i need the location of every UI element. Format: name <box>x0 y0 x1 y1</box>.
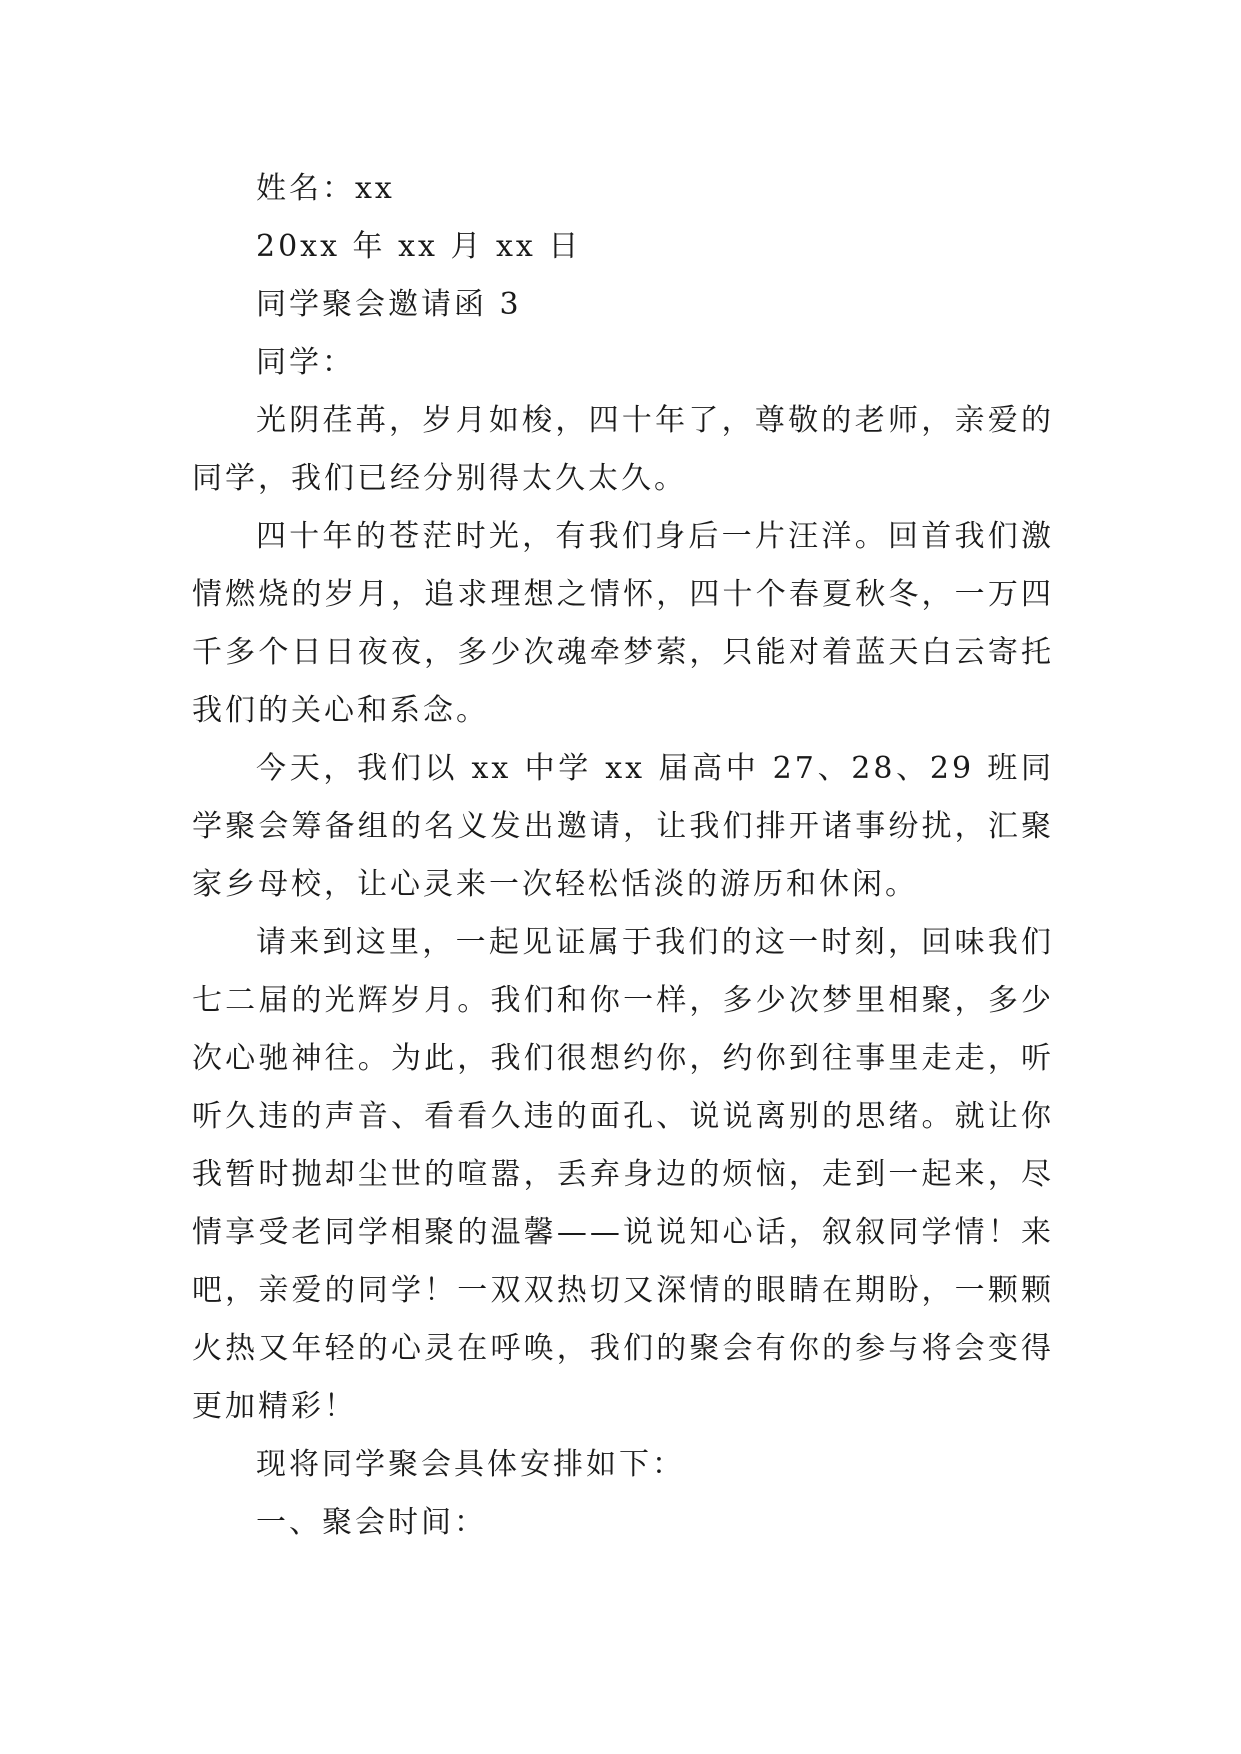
paragraph-invitation: 今天，我们以 xx 中学 xx 届高中 27、28、29 班同学聚会筹备组的名义发出邀请，让我们排开诸事纷扰，汇聚家乡母校，让心灵来一次轻松恬淡的游历和休闲。 <box>192 751 1054 902</box>
name-line: 姓名：xx <box>256 171 395 206</box>
paragraph-time-passing: 光阴荏苒，岁月如梭，四十年了，尊敬的老师，亲爱的同学，我们已经分别得太久太久。 <box>192 403 1054 496</box>
item-one-time: 一、聚会时间： <box>256 1505 487 1540</box>
section-title: 同学聚会邀请函 3 <box>256 287 522 322</box>
arrangement-intro: 现将同学聚会具体安排如下： <box>256 1447 685 1482</box>
salutation: 同学： <box>256 345 355 380</box>
document-body <box>192 160 1054 1552</box>
paragraph-come-here: 请来到这里，一起见证属于我们的这一时刻，回味我们七二届的光辉岁月。我们和你一样，多少次梦里相聚，多少次心驰神往。为此，我们很想约你，约你到往事里走走，听听久违的声音、看看久违的面孔、说说离别的思绪。就让你我暂时抛却尘世的喧嚣，丢弃身边的烦恼，走到一起来，尽情享受老同学相聚的温馨——说说知心话，叙叙同学情！来吧，亲爱的同学！一双双热切又深情的眼睛在期盼，一颗颗火热又年轻的心灵在呼唤，我们的聚会有你的参与将会变得更加精彩！ <box>192 925 1054 1424</box>
paragraph-forty-years: 四十年的苍茫时光，有我们身后一片汪洋。回首我们激情燃烧的岁月，追求理想之情怀，四十个春夏秋冬，一万四千多个日日夜夜，多少次魂牵梦萦，只能对着蓝天白云寄托我们的关心和系念。 <box>192 519 1054 728</box>
date-line: 20xx 年 xx 月 xx 日 <box>256 229 582 264</box>
